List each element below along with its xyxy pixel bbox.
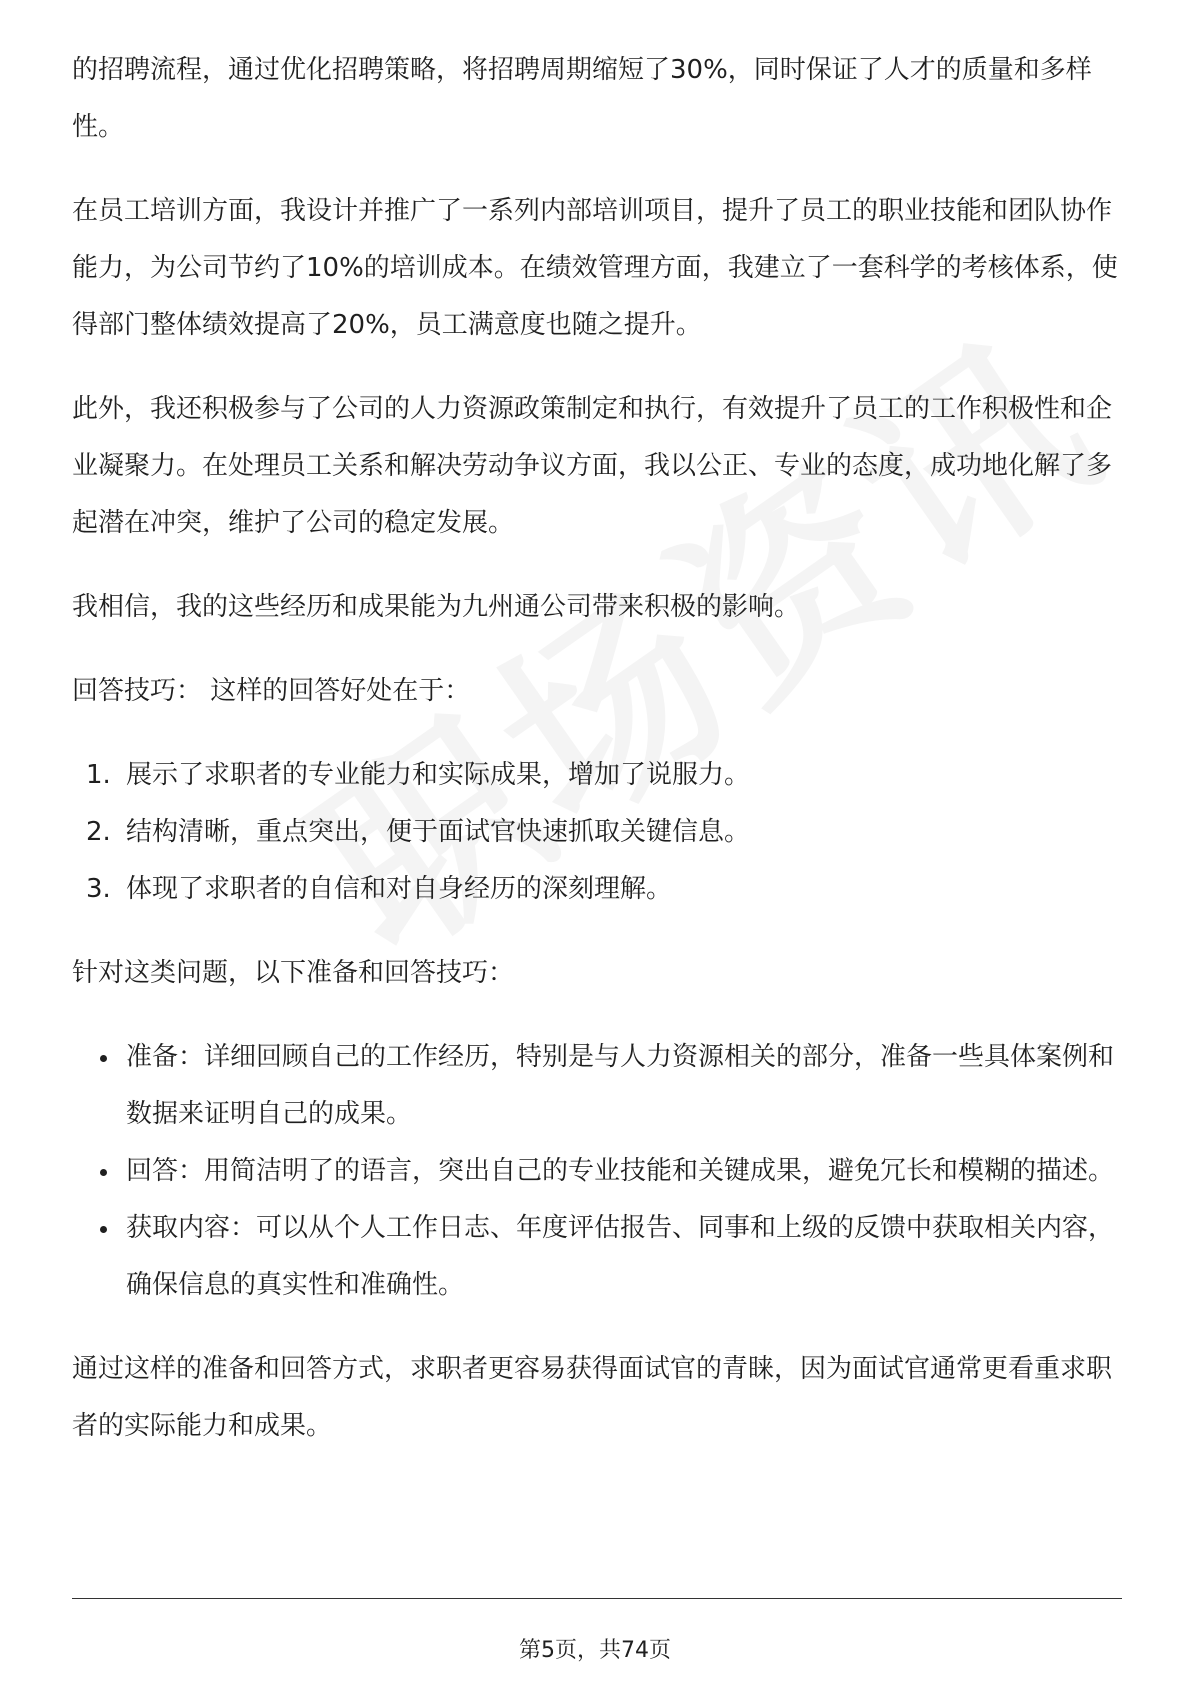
bullet-icon — [100, 1226, 107, 1233]
document-body — [72, 42, 1122, 1482]
list-number: 3. — [86, 874, 111, 904]
list-item-text: 获取内容：可以从个人工作日志、年度评估报告、同事和上级的反馈中获取相关内容，确保信息的真实性和准确性。 — [126, 1213, 1115, 1300]
paragraph-recruitment: 的招聘流程，通过优化招聘策略，将招聘周期缩短了30%，同时保证了人才的质量和多样性。 — [72, 55, 1092, 142]
list-item — [72, 1200, 1122, 1314]
page-number: 第5页，共74页 — [519, 1638, 671, 1663]
bullet-icon — [100, 1055, 107, 1062]
list-item — [72, 804, 1122, 861]
list-item — [72, 1029, 1122, 1143]
list-item-text: 结构清晰，重点突出，便于面试官快速抓取关键信息。 — [126, 817, 751, 847]
bullet-icon — [100, 1169, 107, 1176]
list-number: 1. — [86, 760, 111, 790]
list-number: 2. — [86, 817, 111, 847]
list-item — [72, 1143, 1122, 1200]
paragraph-belief: 我相信，我的这些经历和成果能为九州通公司带来积极的影响。 — [72, 592, 801, 622]
footer-divider — [72, 1598, 1122, 1599]
paragraph-training: 在员工培训方面，我设计并推广了一系列内部培训项目，提升了员工的职业技能和团队协作能力，为公司节约了10%的培训成本。在绩效管理方面，我建立了一套科学的考核体系，使得部门整体绩效提高了20%，员工满意度也随之提升。 — [72, 196, 1118, 340]
bullet-list — [72, 1029, 1122, 1314]
list-item-text: 展示了求职者的专业能力和实际成果，增加了说服力。 — [126, 760, 751, 790]
paragraph-conclusion: 通过这样的准备和回答方式，求职者更容易获得面试官的青睐，因为面试官通常更看重求职者的实际能力和成果。 — [72, 1354, 1113, 1441]
paragraph-prep-heading: 针对这类问题，以下准备和回答技巧： — [72, 958, 515, 988]
list-item-text: 准备：详细回顾自己的工作经历，特别是与人力资源相关的部分，准备一些具体案例和数据来证明自己的成果。 — [126, 1042, 1115, 1129]
list-item-text: 体现了求职者的自信和对自身经历的深刻理解。 — [126, 874, 673, 904]
list-item — [72, 861, 1122, 918]
paragraph-policy: 此外，我还积极参与了公司的人力资源政策制定和执行，有效提升了员工的工作积极性和企业凝聚力。在处理员工关系和解决劳动争议方面，我以公正、专业的态度，成功地化解了多起潜在冲突，维护了公司的稳定发展。 — [72, 394, 1113, 538]
list-item — [72, 747, 1122, 804]
numbered-list — [72, 747, 1122, 918]
paragraph-tips-heading: 回答技巧： 这样的回答好处在于： — [72, 676, 471, 706]
list-item-text: 回答：用简洁明了的语言，突出自己的专业技能和关键成果，避免冗长和模糊的描述。 — [126, 1156, 1115, 1186]
